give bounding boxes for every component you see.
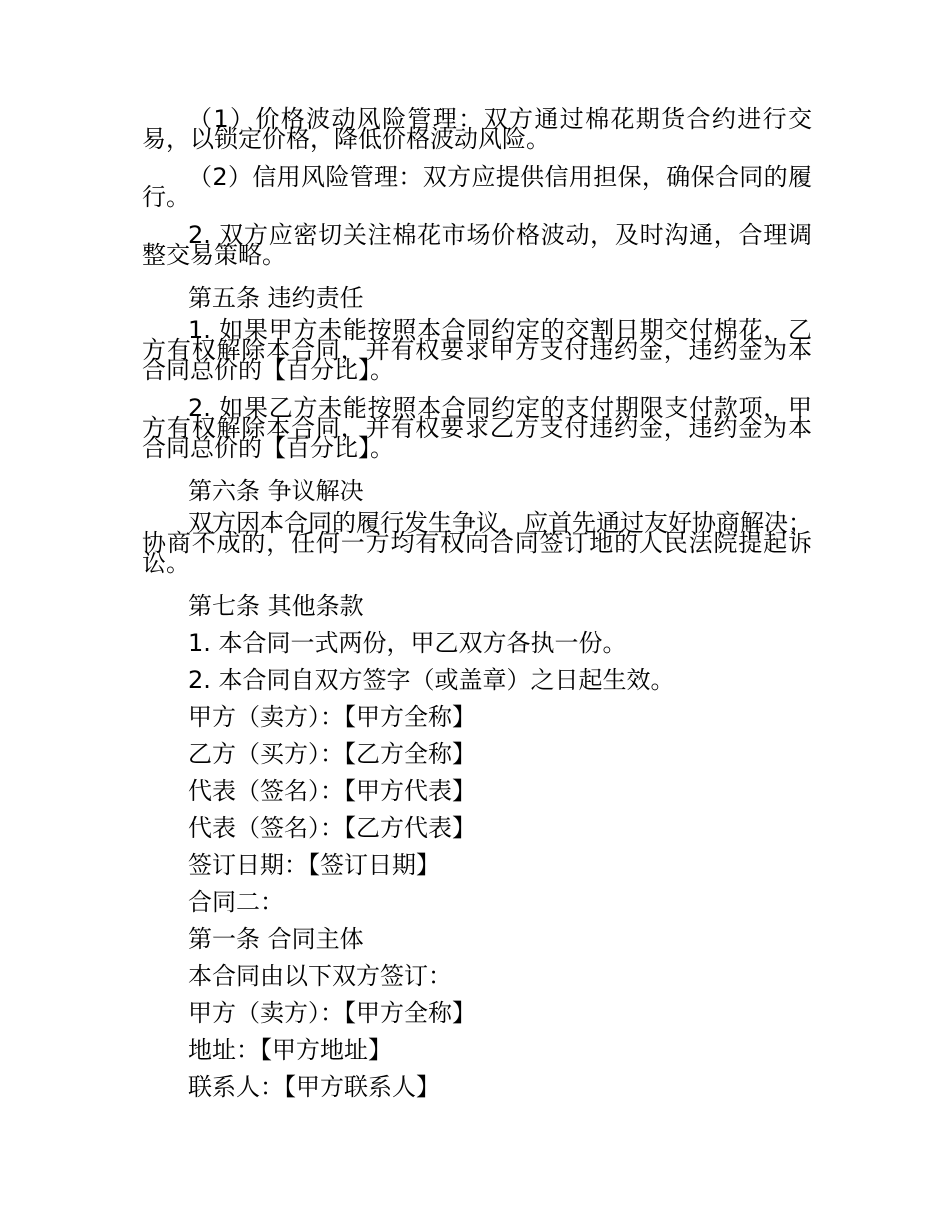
clause-effective: 2. 本合同自双方签字（或盖章）之日起生效。 xyxy=(188,666,675,694)
clause-buyer-default: 2. 如果乙方未能按照本合同约定的支付期限支付款项，甲方有权解除本合同，并有权要求乙方支付违约金，违约金为本合同总价的【百分比】。 xyxy=(142,394,812,462)
document-body xyxy=(142,106,812,1106)
party-a-address-line: 地址：【甲方地址】 xyxy=(188,1036,392,1064)
parties-intro-line: 本合同由以下双方签订： xyxy=(188,962,452,990)
party-b-representative-line: 代表（签名）：【乙方代表】 xyxy=(188,814,476,842)
party-a-representative-line: 代表（签名）：【甲方代表】 xyxy=(188,777,476,805)
article-one-heading: 第一条 合同主体 xyxy=(188,925,364,953)
clause-credit-risk: （2）信用风险管理：双方应提供信用担保，确保合同的履行。 xyxy=(142,163,812,211)
article-five-heading: 第五条 违约责任 xyxy=(188,284,364,312)
clause-dispute-resolution: 双方因本合同的履行发生争议，应首先通过友好协商解决；协商不成的，任何一方均有权向合同签订地的人民法院提起诉讼。 xyxy=(142,509,812,577)
party-a-name-line-2: 甲方（卖方）：【甲方全称】 xyxy=(188,999,476,1027)
article-seven-heading: 第七条 其他条款 xyxy=(188,592,364,620)
clause-seller-default: 1. 如果甲方未能按照本合同约定的交割日期交付棉花，乙方有权解除本合同，并有权要求甲方支付违约金，违约金为本合同总价的【百分比】。 xyxy=(142,316,812,384)
party-a-contact-line: 联系人：【甲方联系人】 xyxy=(188,1073,440,1101)
contract-two-heading: 合同二： xyxy=(188,888,284,916)
party-b-name-line: 乙方（买方）：【乙方全称】 xyxy=(188,740,476,768)
clause-market-monitoring: 2. 双方应密切关注棉花市场价格波动，及时沟通，合理调整交易策略。 xyxy=(142,221,812,269)
signing-date-line: 签订日期：【签订日期】 xyxy=(188,851,440,879)
article-six-heading: 第六条 争议解决 xyxy=(188,477,364,505)
clause-copies: 1. 本合同一式两份，甲乙双方各执一份。 xyxy=(188,629,627,657)
party-a-name-line: 甲方（卖方）：【甲方全称】 xyxy=(188,703,476,731)
clause-price-risk: （1）价格波动风险管理：双方通过棉花期货合约进行交易，以锁定价格，降低价格波动风险。 xyxy=(142,105,812,153)
